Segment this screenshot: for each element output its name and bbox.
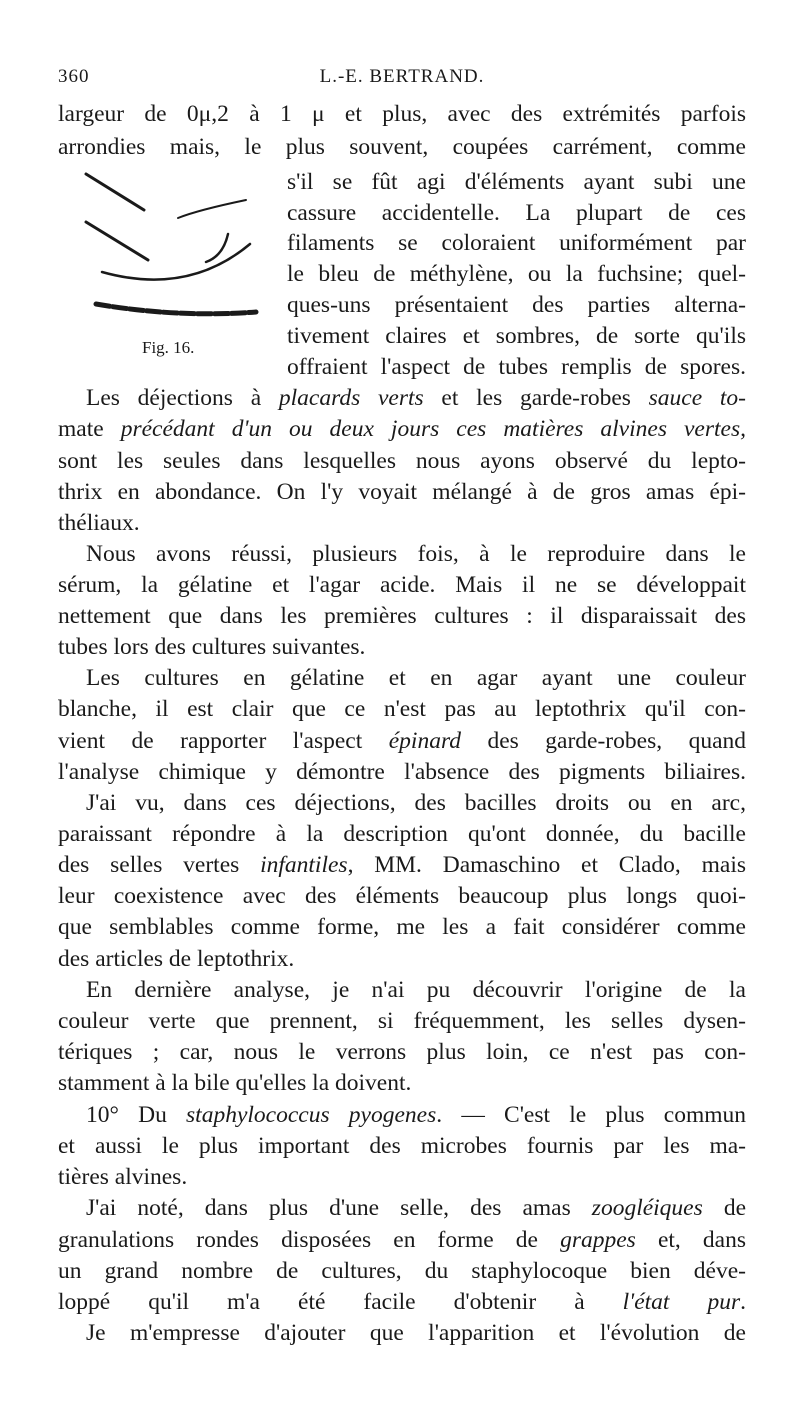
text-line (287, 198, 746, 229)
text-line (58, 601, 746, 632)
text-segment: tubes lors des cultures suivantes. (58, 634, 366, 660)
text-segment: arrondies mais, le plus souvent, coupées carrément, comme (58, 134, 746, 160)
text-segment: blanche, il est clair que ce n'est pas au leptothrix qu'il con- (58, 696, 746, 722)
text-line (287, 228, 746, 259)
text-segment: cassure accidentelle. La plupart de ces (287, 200, 746, 226)
text-segment: théliaux. (58, 510, 140, 536)
text-line (58, 1006, 746, 1037)
text-segment: et, dans (635, 1227, 746, 1253)
text-segment: couleur verte que prennent, si fréquemment, les selles dysen- (58, 1008, 746, 1034)
text-line (58, 1256, 746, 1287)
text-segment: loppé qu'il m'a été facile d'obtenir à (58, 1289, 623, 1315)
text-segment: stamment à la bile qu'elles la doivent. (58, 1070, 412, 1096)
text-line (58, 632, 746, 663)
running-title: L.-E. BERTRAND. (319, 66, 485, 87)
text-line (58, 757, 746, 788)
text-segment: leur coexistence avec des éléments beaucoup plus longs quoi- (58, 883, 746, 909)
text-segment: sont les seules dans lesquelles nous ayons observé du lepto- (58, 448, 746, 474)
text-line (58, 975, 746, 1006)
text-segment: que semblables comme forme, me les a fait considérer comme (58, 914, 746, 940)
figure-16-illustration (78, 172, 268, 332)
text-segment: . (740, 1289, 746, 1315)
text-segment: paraissant répondre à la description qu'ont donnée, du bacille (58, 821, 746, 847)
text-line (58, 1162, 746, 1193)
text-segment: mate (58, 416, 104, 442)
text-line (287, 290, 746, 321)
text-segment: de (702, 1195, 746, 1221)
text-line (58, 1318, 746, 1349)
text-segment: des articles de leptothrix. (58, 946, 295, 972)
text-line (58, 508, 746, 539)
running-header (58, 66, 746, 94)
filament-3 (86, 222, 148, 260)
text-segment: un grand nombre de cultures, du staphylocoque bien déve- (58, 1258, 746, 1284)
filament-2 (178, 200, 246, 218)
text-line (58, 881, 746, 912)
text-line (287, 259, 746, 290)
text-segment: 10° Du (86, 1102, 187, 1128)
text-segment: vient de rapporter l'aspect (58, 728, 389, 754)
text-segment: , MM. Damaschino et Clado, mais (347, 852, 746, 878)
text-line (287, 321, 746, 352)
text-line (58, 726, 746, 757)
text-line (58, 819, 746, 850)
text-line (58, 414, 746, 445)
filament-6-spored (96, 304, 256, 314)
filament-5 (102, 244, 250, 280)
text-segment: Nous avons réussi, plusieurs fois, à le reproduire dans le (86, 541, 746, 567)
text-segment: offraient l'aspect de tubes remplis de spores. (287, 354, 746, 380)
text-line (58, 1068, 746, 1099)
text-line (58, 539, 746, 570)
text-segment: granulations rondes disposées en forme de (58, 1227, 561, 1253)
text-segment: thrix en abondance. On l'y voyait mélangé à de gros amas épi- (58, 479, 746, 505)
figure-caption: Fig. 16. (142, 338, 195, 357)
text-line (287, 167, 746, 198)
text-segment: tériques ; car, nous le verrons plus loin, ce n'est pas con- (58, 1039, 746, 1065)
text-line (58, 788, 746, 819)
text-line (58, 446, 746, 477)
italic-text: placards verts (278, 385, 424, 411)
text-segment: nettement que dans les premières cultures : il disparaissait des (58, 603, 746, 629)
text-segment: et les garde-robes (423, 385, 649, 411)
italic-text: épinard (388, 728, 461, 754)
text-segment: largeur de 0μ,2 à 1 μ et plus, avec des extrémités parfois (58, 101, 746, 127)
text-segment: tières alvines. (58, 1164, 188, 1190)
text-segment: En dernière analyse, je n'ai pu découvrir l'origine de la (86, 977, 746, 1003)
text-line (58, 383, 746, 414)
filament-1 (86, 174, 144, 210)
text-segment: s'il se fût agi d'éléments ayant subi une (287, 169, 746, 195)
text-line (58, 132, 746, 163)
italic-text: staphylococcus pyogenes (186, 1102, 437, 1128)
page-number: 360 (58, 66, 90, 87)
text-segment: Les déjections à (86, 385, 279, 411)
text-segment: . — C'est le plus commun (436, 1102, 747, 1128)
text-segment: le bleu de méthylène, ou la fuchsine; quel- (287, 261, 746, 287)
text-line (58, 944, 746, 975)
text-line (58, 663, 746, 694)
filament-4 (206, 234, 228, 262)
text-line (58, 850, 746, 881)
italic-text: précédant d'un ou deux jours ces matières alvines vertes, (103, 416, 746, 442)
text-line (58, 694, 746, 725)
italic-text: grappes (560, 1227, 636, 1253)
text-line (58, 1100, 746, 1131)
text-segment: J'ai noté, dans plus d'une selle, des amas (86, 1195, 592, 1221)
text-line (58, 477, 746, 508)
text-line (58, 570, 746, 601)
italic-text: l'état pur (622, 1289, 741, 1315)
text-segment: filaments se coloraient uniformément par (287, 230, 746, 256)
text-segment: des garde-robes, quand (460, 728, 747, 754)
text-line (58, 99, 746, 130)
text-line (58, 1225, 746, 1256)
text-line (58, 1193, 746, 1224)
text-line (287, 352, 746, 383)
italic-text: sauce to- (648, 385, 746, 411)
text-segment: et aussi le plus important des microbes fournis par les ma- (58, 1133, 746, 1159)
text-segment: tivement claires et sombres, de sorte qu'ils (287, 323, 746, 349)
text-line (58, 1037, 746, 1068)
text-line (58, 912, 746, 943)
text-segment: Je m'empresse d'ajouter que l'apparition et l'évolution de (86, 1320, 746, 1346)
text-line (58, 1131, 746, 1162)
text-segment: Les cultures en gélatine et en agar ayant une couleur (86, 665, 746, 691)
text-line (58, 1287, 746, 1318)
text-segment: sérum, la gélatine et l'agar acide. Mais il ne se développait (58, 572, 746, 598)
text-segment: ques-uns présentaient des parties alterna- (287, 292, 746, 318)
text-segment: J'ai vu, dans ces déjections, des bacilles droits ou en arc, (86, 790, 746, 816)
text-segment: des selles vertes (58, 852, 261, 878)
italic-text: infantiles (260, 852, 348, 878)
italic-text: zoogléiques (591, 1195, 703, 1221)
text-segment: l'analyse chimique y démontre l'absence des pigments biliaires. (58, 759, 746, 785)
